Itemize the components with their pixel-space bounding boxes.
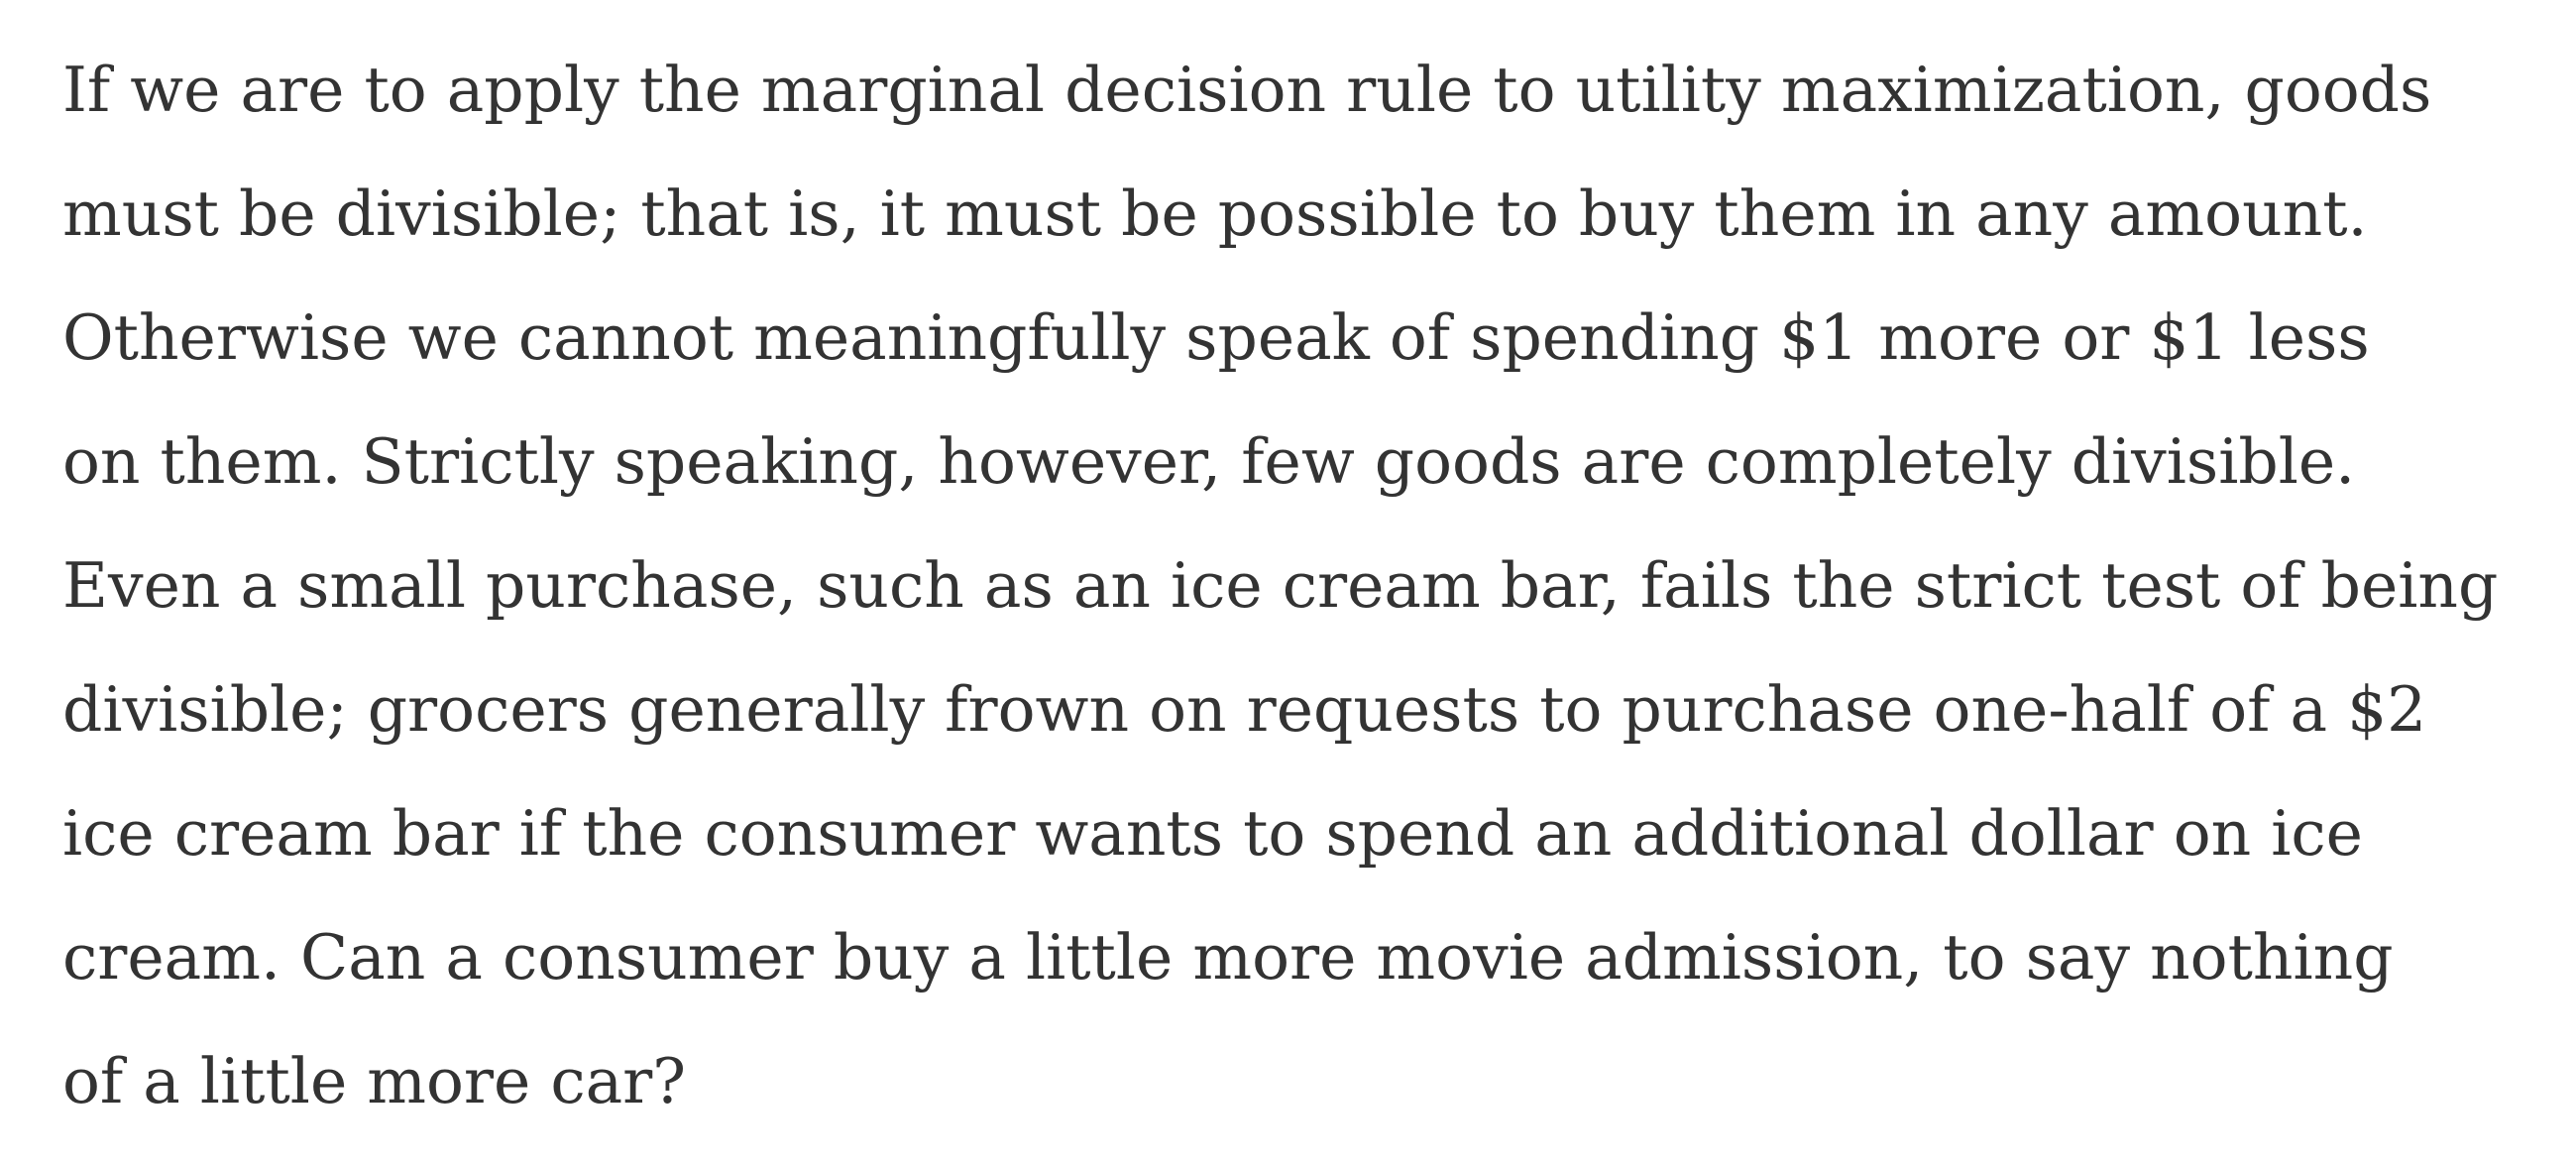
paragraph-line: ice cream bar if the consumer wants to spend an additional dollar on ice [62, 797, 2363, 870]
document-page [62, 28, 2520, 1148]
paragraph-line: divisible; grocers generally frown on requests to purchase one-half of a $2 [62, 673, 2427, 746]
paragraph-line: cream. Can a consumer buy a little more movie admission, to say nothing [62, 921, 2394, 994]
paragraph-line: must be divisible; that is, it must be possible to buy them in any amount. [62, 177, 2368, 250]
body-paragraph [62, 28, 2520, 1143]
paragraph-line: on them. Strictly speaking, however, few goods are completely divisible. [62, 425, 2356, 498]
paragraph-line: Even a small purchase, such as an ice cream bar, fails the strict test of being [62, 549, 2499, 622]
paragraph-line: Otherwise we cannot meaningfully speak of spending $1 more or $1 less [62, 301, 2370, 374]
paragraph-line: If we are to apply the marginal decision rule to utility maximization, goods [62, 54, 2432, 126]
paragraph-line: of a little more car? [62, 1045, 687, 1117]
